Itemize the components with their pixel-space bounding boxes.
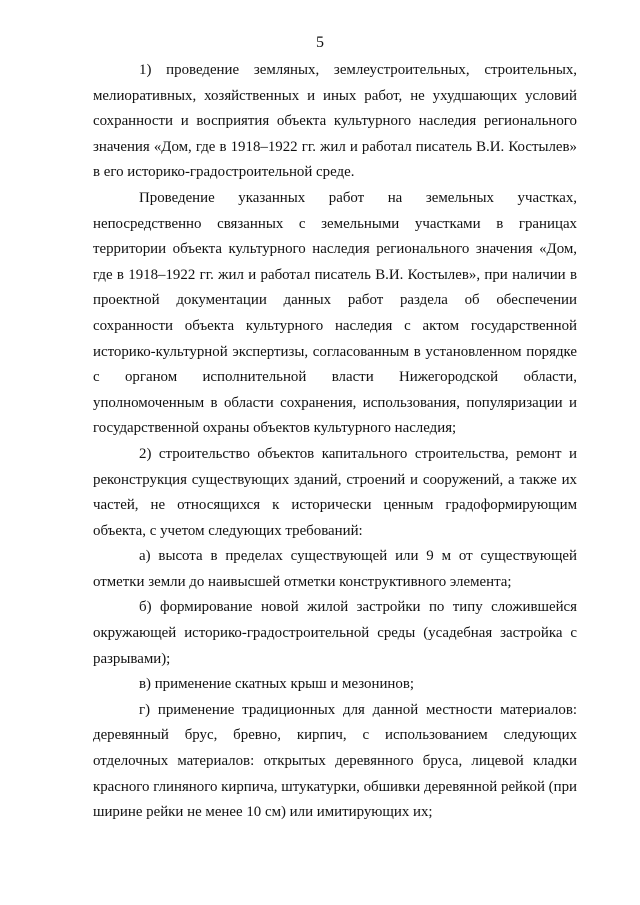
paragraph-construction: 2) строительство объектов капитального строительства, ремонт и реконструкция существующих зданий, строений и сооружений, а также их частей, не относящихся к исторически ценным градоформирующим объекта, с учетом следующих требований:	[93, 445, 577, 539]
paragraph-materials: г) применение традиционных для данной местности материалов: деревянный брус, бревно, кирпич, с использованием следующих отделочных материалов: открытых деревянного бруса, лицевой кладки красного глиняного кирпича, штукатурки, обшивки деревянной рейкой (при ширине рейки не менее 10 см) или имитирующих их;	[93, 701, 577, 821]
paragraph-roofs: в) применение скатных крыш и мезонинов;	[139, 676, 415, 693]
paragraph-new-housing: б) формирование новой жилой застройки по типу сложившейся окружающей историко-градостроительной среды (усадебная застройка с разрывами);	[93, 599, 577, 667]
document-body	[93, 58, 577, 826]
paragraph-height-limit: а) высота в пределах существующей или 9 м от существующей отметки земли до наивысшей отметки конструктивного элемента;	[93, 548, 577, 590]
paragraph-adjacent-works: Проведение указанных работ на земельных участках, непосредственно связанных с земельными участками в границах территории объекта культурного наследия регионального значения «Дом, где в 1918–1922 гг. жил и работал писатель В.И. Костылев», при наличии в проектной документации данных работ раздела об обеспечении сохранности объекта культурного наследия с актом государственной историко-культурной экспертизы, согласованным в установленном порядке с органом исполнительной власти Нижегородской области, уполномоченным в области сохранения, использования, популяризации и государственной охраны объектов культурного наследия;	[93, 189, 577, 437]
paragraph-earthworks: 1) проведение земляных, землеустроительных, строительных, мелиоративных, хозяйственных и иных работ, не ухудшающих условий сохранности и восприятия объекта культурного наследия регионального значения «Дом, где в 1918–1922 гг. жил и работал писатель В.И. Костылев» в его историко-градостроительной среде.	[93, 62, 577, 181]
page-number: 5	[316, 34, 324, 51]
